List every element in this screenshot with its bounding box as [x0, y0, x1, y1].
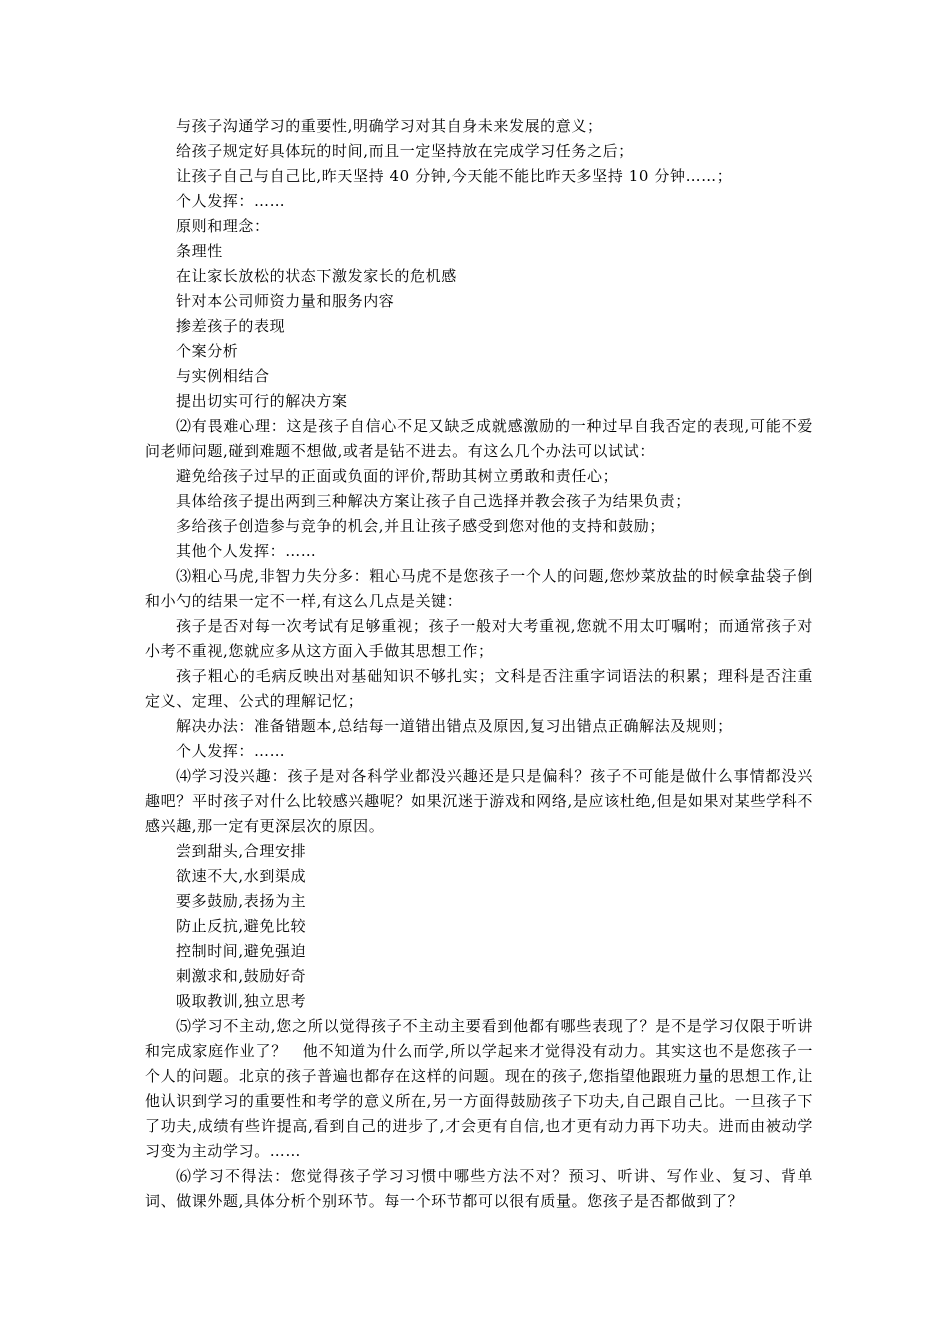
list-item: 条理性: [176, 242, 223, 260]
paragraph: 给孩子规定好具体玩的时间,而且一定坚持放在完成学习任务之后；: [176, 142, 634, 160]
list-item: 欲速不大,水到渠成: [176, 867, 307, 885]
paragraph: 其他个人发挥：……: [176, 542, 317, 560]
list-item: 与实例相结合: [176, 367, 270, 385]
section-heading: 原则和理念：: [176, 217, 270, 235]
list-item: 个案分析: [176, 342, 239, 360]
list-item: 提出切实可行的解决方案: [176, 392, 348, 410]
paragraph: 让孩子自己与自己比,昨天坚持 40 分钟,今天能不能比昨天多坚持 10 分钟……；: [176, 167, 733, 185]
paragraph: ⑵有畏难心理：这是孩子自信心不足又缺乏成就感激励的一种过早自我否定的表现,可能不爱问老师问题,碰到难题不想做,或者是钻不进去。有这么几个办法可以试试：: [145, 417, 813, 460]
paragraph: 解决办法：准备错题本,总结每一道错出错点及原因,复习出错点正确解法及规则；: [176, 717, 733, 735]
list-item: 尝到甜头,合理安排: [176, 842, 307, 860]
paragraph: ⑶粗心马虎,非智力失分多：粗心马虎不是您孩子一个人的问题,您炒菜放盐的时候拿盐袋子倒和小勺的结果一定不一样,有这么几点是关键：: [145, 567, 813, 610]
paragraph: 个人发挥：……: [176, 742, 286, 760]
list-item: 要多鼓励,表扬为主: [176, 892, 307, 910]
paragraph: 孩子是否对每一次考试有足够重视；孩子一般对大考重视,您就不用太叮嘱咐；而通常孩子对小考不重视,您就应多从这方面入手做其思想工作；: [145, 617, 813, 660]
paragraph: 多给孩子创造参与竞争的机会,并且让孩子感受到您对他的支持和鼓励；: [176, 517, 665, 535]
paragraph: ⑸学习不主动,您之所以觉得孩子不主动主要看到他都有哪些表现了？是不是学习仅限于听讲和完成家庭作业了？ 他不知道为什么而学,所以学起来才觉得没有动力。其实这也不是您孩子一个人的问题。北京的孩子普遍也都存在这样的问题。现在的孩子,您指望他跟班力量的思想工作,让他认识到学习的重要性和考学的意义所在,另一方面得鼓励孩子下功夫,自己跟自己比。一旦孩子下了功夫,成绩有些许提高,看到自己的进步了,才会更有自信,也才更有动力再下功夫。进而由被动学习变为主动学习。……: [145, 1017, 813, 1160]
paragraph: 孩子粗心的毛病反映出对基础知识不够扎实；文科是否注重字词语法的积累；理科是否注重定义、定理、公式的理解记忆；: [145, 667, 813, 710]
paragraph: ⑷学习没兴趣：孩子是对各科学业都没兴趣还是只是偏科？孩子不可能是做什么事情都没兴趣吧？平时孩子对什么比较感兴趣呢？如果沉迷于游戏和网络,是应该杜绝,但是如果对某些学科不感兴趣,那一定有更深层次的原因。: [145, 767, 813, 835]
list-item: 刺激求和,鼓励好奇: [176, 967, 307, 985]
paragraph: 具体给孩子提出两到三种解决方案让孩子自己选择并教会孩子为结果负责；: [176, 492, 691, 510]
paragraph: 个人发挥：……: [176, 192, 286, 210]
document-body: [145, 114, 813, 1214]
list-item: 针对本公司师资力量和服务内容: [176, 292, 395, 310]
list-item: 掺差孩子的表现: [176, 317, 286, 335]
paragraph: 与孩子沟通学习的重要性,明确学习对其自身未来发展的意义；: [176, 117, 603, 135]
list-item: 吸取教训,独立思考: [176, 992, 307, 1010]
list-item: 防止反抗,避免比较: [176, 917, 307, 935]
paragraph: 避免给孩子过早的正面或负面的评价,帮助其树立勇敢和责任心；: [176, 467, 619, 485]
paragraph: ⑹学习不得法：您觉得孩子学习习惯中哪些方法不对？预习、听讲、写作业、复习、背单词、做课外题,具体分析个别环节。每一个环节都可以很有质量。您孩子是否都做到了？: [145, 1167, 813, 1210]
list-item: 在让家长放松的状态下激发家长的危机感: [176, 267, 457, 285]
list-item: 控制时间,避免强迫: [176, 942, 307, 960]
